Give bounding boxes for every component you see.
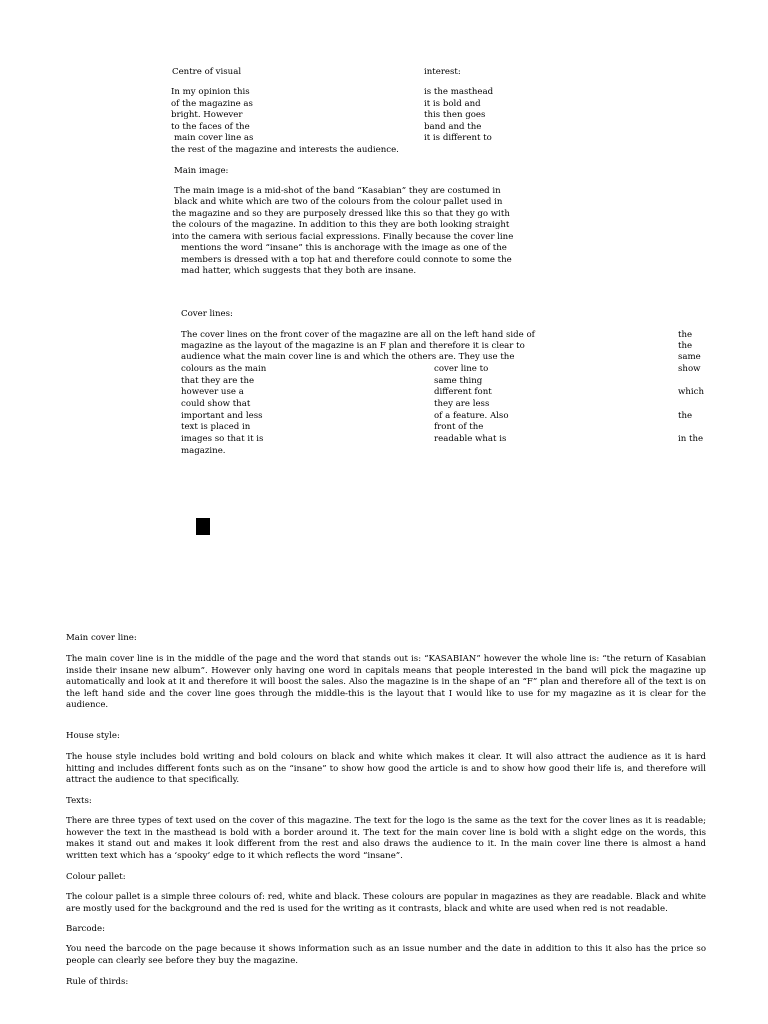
cover-lines-col-right: in the <box>678 434 704 444</box>
centre-line: In my opinion this <box>171 87 250 97</box>
cover-lines-col-right: show <box>678 364 701 374</box>
cover-lines-col-right: which <box>678 387 704 397</box>
cover-lines-col-left: important and less <box>181 411 263 421</box>
main-image-heading: Main image: <box>174 166 229 176</box>
cover-lines-line: magazine as the layout of the magazine is an F plan and therefore it is clear to <box>181 341 525 351</box>
centre-line-right: it is different to <box>424 133 492 143</box>
main-image-line: The main image is a mid-shot of the band “Kasabian” they are costumed in <box>174 186 501 196</box>
house-style-heading: House style: <box>66 731 120 741</box>
colour-pallet-heading: Colour pallet: <box>66 872 126 882</box>
centre-heading-left: Centre of visual <box>172 67 242 77</box>
cover-lines-col-left: could show that <box>181 399 251 409</box>
cover-lines-col-left: magazine. <box>181 446 226 456</box>
cover-lines-col-mid: of a feature. Also <box>434 411 509 421</box>
cover-lines-heading: Cover lines: <box>181 309 233 319</box>
centre-line-right: is the masthead <box>424 87 494 97</box>
main-cover-line-body: The main cover line is in the middle of the page and the word that stands out is: “KASABIAN” however the whole line is: “the return of Kasabian inside their insane new album”. However only having one word in capitals means that people interested in the band will pick the magazine up automatically and look at it and therefore it will boost the sales. Also the magazine is in the shape of an “F” plan and therefore all of the text is on the left hand side and the cover line goes through the middle-this is the layout that I would like to use for my magazine as it is clear for the audience. <box>66 654 706 711</box>
centre-heading-right: interest: <box>424 67 461 77</box>
centre-line: bright. However <box>171 110 243 120</box>
rule-of-thirds-heading: Rule of thirds: <box>66 977 129 987</box>
cover-lines-col-mid: readable what is <box>434 434 507 444</box>
cover-lines-col-mid: cover line to <box>434 364 489 374</box>
house-style-body: The house style includes bold writing and bold colours on black and white which makes it clear. It will also attract the audience as it is hard hitting and includes different fonts such as on the “insane” to show how good the article is and to show how good their life is, and therefore will attract the audience to that specifically. <box>66 752 706 786</box>
centre-line-right: it is bold and <box>424 99 481 109</box>
main-image-line: mentions the word “insane” this is anchorage with the image as one of the <box>181 243 507 253</box>
texts-heading: Texts: <box>66 796 92 806</box>
barcode-heading: Barcode: <box>66 924 106 934</box>
main-image-line: the colours of the magazine. In addition to this they are both looking straight <box>172 220 510 230</box>
barcode-body: You need the barcode on the page because it shows information such as an issue number and the date in addition to this it also has the price so people can clearly see before they buy the magazine. <box>66 944 706 966</box>
cover-lines-col-right: the <box>678 411 693 421</box>
texts-body: There are three types of text used on the cover of this magazine. The text for the logo is the same as the text for the cover lines as it is readable; however the text in the masthead is bold with a border around it. The text for the main cover line is bold with a slight edge on the words, this makes it stand out and makes it look different from the rest and also draws the audience to it. In the main cover line there is almost a hand written text which has a ‘spooky’ edge to it which reflects the word “insane”. <box>66 816 706 861</box>
cover-lines-col-mid: front of the <box>434 422 484 432</box>
centre-line: to the faces of the <box>171 122 250 132</box>
colour-pallet-body: The colour pallet is a simple three colours of: red, white and black. These colours are popular in magazines as they are readable. Black and white are mostly used for the background and the red is used for the writing as it contrasts, black and white are used when red is not readable. <box>66 892 706 914</box>
centre-line-right: band and the <box>424 122 482 132</box>
cover-lines-col-left: however use a <box>181 387 244 397</box>
centre-line-right: this then goes <box>424 110 486 120</box>
cover-lines-line: The cover lines on the front cover of the magazine are all on the left hand side of <box>181 330 535 340</box>
cover-lines-col-right: the <box>678 341 693 351</box>
main-image-line: the magazine and so they are purposely dressed like this so that they go with <box>172 209 510 219</box>
main-image-line: into the camera with serious facial expressions. Finally because the cover line <box>172 232 514 242</box>
main-cover-line-heading: Main cover line: <box>66 633 137 643</box>
cover-lines-col-mid: different font <box>434 387 492 397</box>
cover-lines-col-right: the <box>678 330 693 340</box>
cover-lines-col-left: text is placed in <box>181 422 251 432</box>
main-image-line: mad hatter, which suggests that they both are insane. <box>181 266 417 276</box>
cover-lines-col-left: colours as the main <box>181 364 267 374</box>
cover-lines-col-right: same <box>678 352 701 362</box>
cover-lines-col-left: images so that it is <box>181 434 264 444</box>
centre-line: of the magazine as <box>171 99 253 109</box>
centre-line: main cover line as <box>174 133 254 143</box>
cover-lines-col-mid: they are less <box>434 399 490 409</box>
cover-lines-col-left: that they are the <box>181 376 255 386</box>
main-image-line: black and white which are two of the colours from the colour pallet used in <box>174 197 503 207</box>
main-image-line: members is dressed with a top hat and therefore could connote to some the <box>181 255 512 265</box>
black-square-marker <box>196 518 210 535</box>
cover-lines-line: audience what the main cover line is and which the others are. They use the <box>181 352 515 362</box>
cover-lines-col-mid: same thing <box>434 376 483 386</box>
centre-line: the rest of the magazine and interests the audience. <box>171 145 399 155</box>
